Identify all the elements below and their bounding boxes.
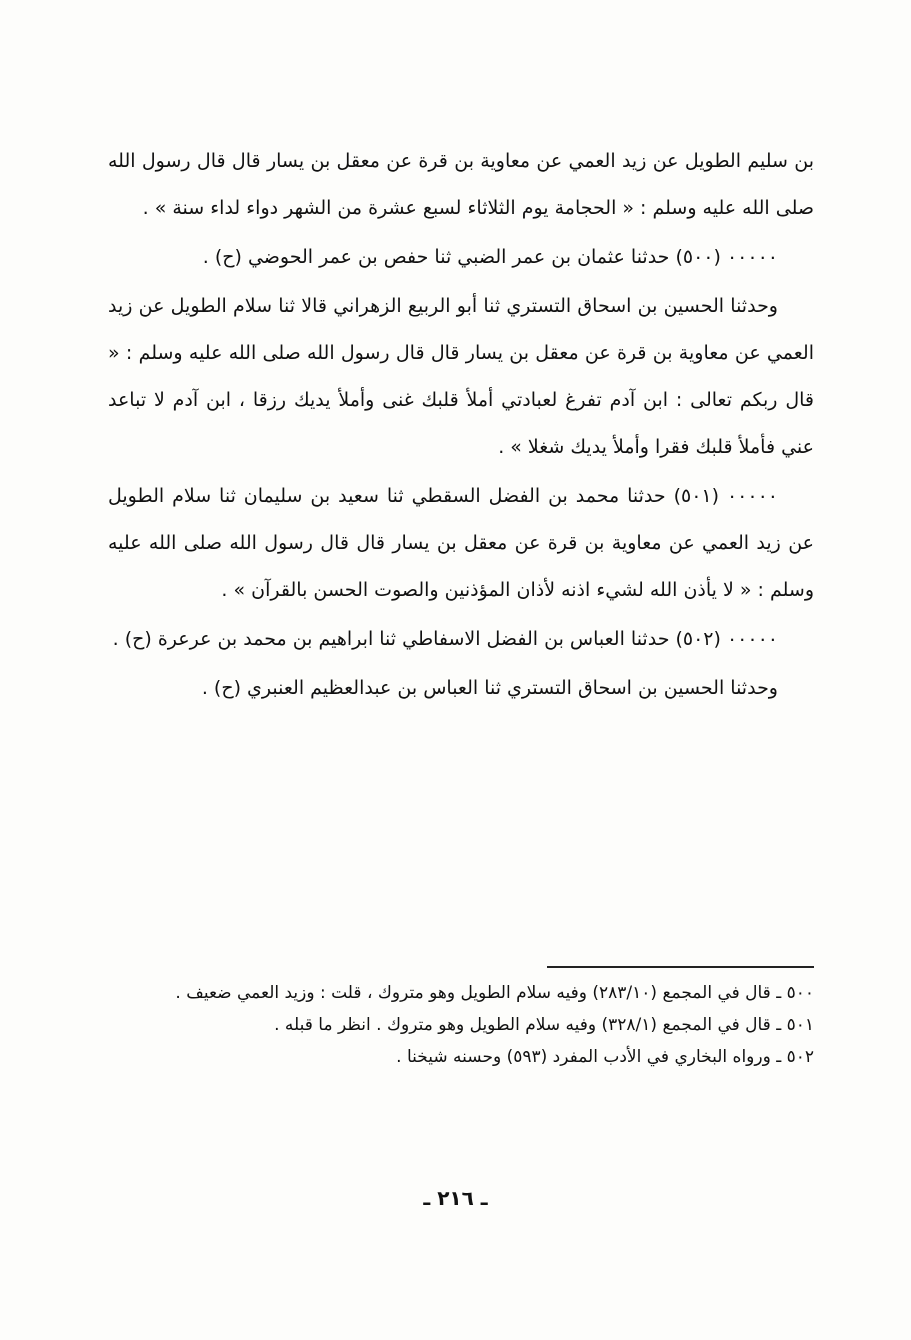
footnote-divider bbox=[547, 966, 814, 968]
paragraph-hadith-500: ٠٠٠٠٠ (٥٠٠) حدثنا عثمان بن عمر الضبي ثنا حفص بن عمر الحوضي (ح) . bbox=[202, 246, 778, 268]
main-text bbox=[108, 138, 814, 712]
paragraph-hadith-502: ٠٠٠٠٠ (٥٠٢) حدثنا العباس بن الفضل الاسفاطي ثنا ابراهيم بن محمد بن عرعرة (ح) . bbox=[112, 628, 778, 650]
paragraph-3: وحدثنا الحسين بن اسحاق التستري ثنا أبو الربيع الزهراني قالا ثنا سلام الطويل عن زيد العمي عن معاوية بن قرة عن معقل بن يسار قال قال رسول الله صلى الله عليه وسلم : « قال ربكم تعالى : ابن آدم تفرغ لعبادتي أملأ قلبك غنى وأملأ يديك رزقا ، ابن آدم لا تباعد عني فأملأ قلبك فقرا وأملأ يديك شغلا » . bbox=[108, 295, 814, 458]
footnote-502: ٥٠٢ ـ ورواه البخاري في الأدب المفرد (٥٩٣) وحسنه شيخنا . bbox=[396, 1047, 814, 1067]
footnotes bbox=[108, 978, 814, 1074]
footnote-500: ٥٠٠ ـ قال في المجمع (٢٨٣/١٠) وفيه سلام الطويل وهو متروك ، قلت : وزيد العمي ضعيف . bbox=[175, 983, 814, 1003]
paragraph-1: بن سليم الطويل عن زيد العمي عن معاوية بن قرة عن معقل بن يسار قال قال رسول الله صلى الله عليه وسلم : « الحجامة يوم الثلاثاء لسبع عشرة من الشهر دواء لداء سنة » . bbox=[108, 150, 814, 219]
paragraph-6: وحدثنا الحسين بن اسحاق التستري ثنا العباس بن عبدالعظيم العنبري (ح) . bbox=[201, 677, 778, 699]
paragraph-hadith-501: ٠٠٠٠٠ (٥٠١) حدثنا محمد بن الفضل السقطي ثنا سعيد بن سليمان ثنا سلام الطويل عن زيد العمي عن معاوية بن قرة عن معقل بن يسار قال قال رسول الله صلى الله عليه وسلم : « لا يأذن الله لشيء اذنه لأذان المؤذنين والصوت الحسن بالقرآن » . bbox=[108, 485, 814, 601]
footnote-501: ٥٠١ ـ قال في المجمع (٣٢٨/١) وفيه سلام الطويل وهو متروك . انظر ما قبله . bbox=[274, 1015, 814, 1035]
page-number: ـ ٢١٦ ـ bbox=[423, 1186, 488, 1210]
